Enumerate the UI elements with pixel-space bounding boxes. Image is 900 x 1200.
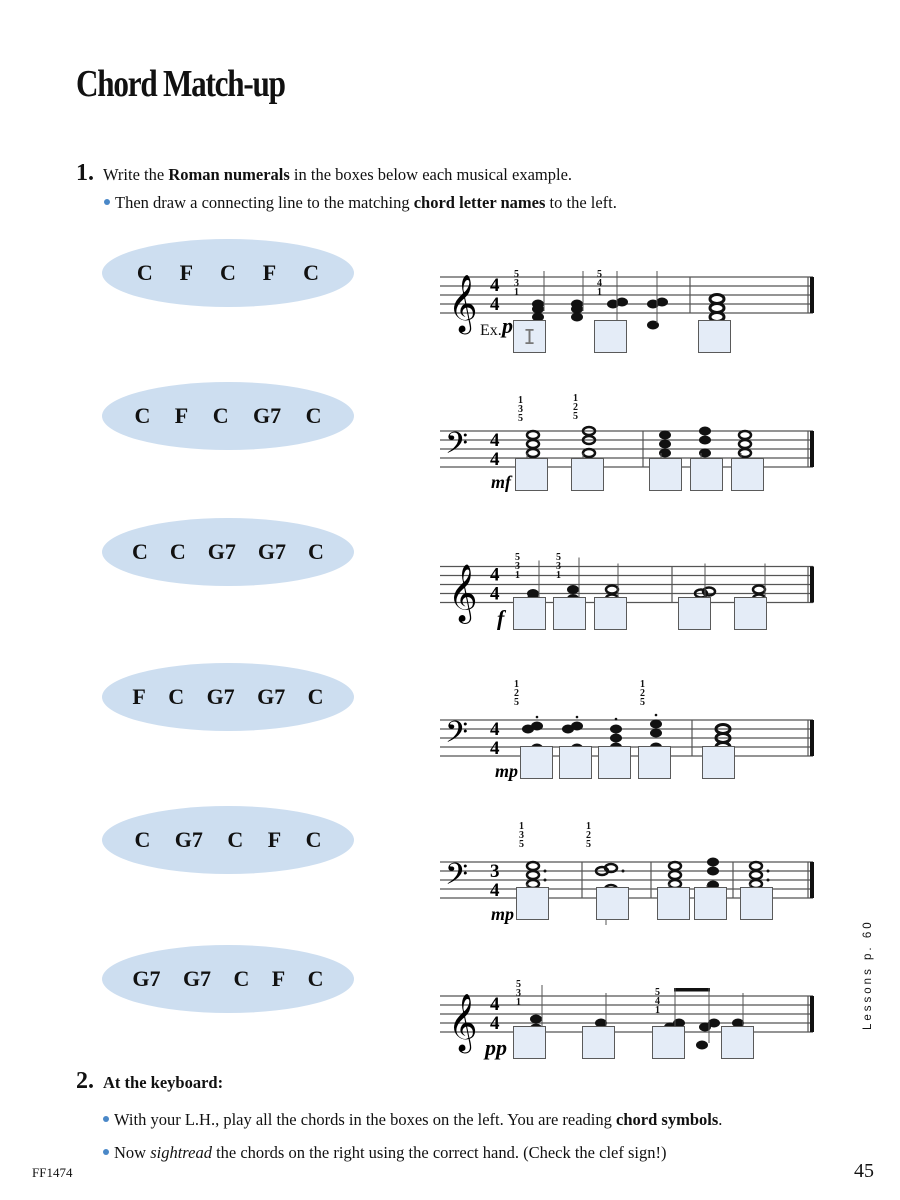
bullet-icon [104,199,110,205]
answer-box[interactable] [516,887,549,920]
chord-name: G7 [257,539,287,564]
chord-name: C [212,403,229,428]
svg-text:4: 4 [490,294,500,315]
answer-box[interactable]: I [513,320,546,353]
answer-box[interactable] [513,597,546,630]
instruction-text: Now [114,1143,151,1162]
instruction-italic: sightread [150,1143,212,1162]
answer-box[interactable] [598,746,631,779]
answer-box[interactable] [513,1026,546,1059]
example-label: Ex. [480,322,502,339]
svg-text:4: 4 [490,275,500,296]
answer-box[interactable] [594,597,627,630]
chord-name: C [307,684,324,709]
treble-clef-icon: 𝄞 [448,993,478,1051]
page-number: 45 [854,1160,874,1182]
answer-box[interactable] [520,746,553,779]
chord-name: G7 [253,403,282,428]
chord-name: C [136,260,153,285]
answer-box[interactable] [731,458,764,491]
bass-clef-icon: 𝄢 [445,858,469,899]
svg-text:4: 4 [490,583,500,605]
chord-name: F [271,966,286,991]
chord-names-oval-1[interactable] [102,239,354,307]
fingering: 5 3 1 [514,269,519,298]
answer-box[interactable] [649,458,682,491]
music-staff-4 [430,670,830,820]
chord-name: G7 [207,539,236,564]
chord-name: F [179,260,194,285]
chord-names-oval-3[interactable] [102,518,354,586]
svg-text:f: f [497,605,505,631]
chord-name: C [307,966,324,991]
music-staff-6 [430,945,830,1095]
chord-name: C [134,403,151,428]
chord-name: C [227,827,244,852]
chord-name: G7 [174,827,203,852]
svg-text:mp: mp [491,904,515,924]
svg-text:4: 4 [490,719,500,740]
instruction-text: the chords on the right using the correct hand. (Check the clef sign!) [211,1143,667,1162]
fingering: 1 2 5 [640,679,645,708]
bullet-icon [103,1149,109,1155]
chord-names-oval-6[interactable] [102,945,354,1013]
music-staff-3 [430,515,830,665]
bass-clef-icon: 𝄢 [445,427,469,468]
instruction-text: With your L.H., play all the chords in the boxes on the left. You are reading [114,1110,617,1129]
instruction-text: . [718,1110,723,1129]
chord-name: F [267,827,282,852]
svg-text:mf: mf [491,472,511,492]
chord-name: F [132,684,146,709]
svg-text:4: 4 [490,738,500,759]
svg-text:4: 4 [490,1013,500,1034]
instruction-bold: chord letter names [413,193,546,212]
svg-text:4: 4 [490,994,500,1015]
chord-name: C [303,260,320,285]
chord-name: C [305,827,322,852]
answer-box[interactable] [594,320,627,353]
answer-box[interactable] [690,458,723,491]
music-staff-1 [430,230,830,380]
question-1-number: 1. [76,160,94,186]
instruction-text: Then draw a connecting line to the matching [115,193,414,212]
answer-box[interactable] [559,746,592,779]
chord-name: C [308,539,324,564]
chord-name: C [233,966,250,991]
chord-name: C [132,539,148,564]
svg-text:4: 4 [490,449,500,470]
answer-box[interactable] [678,597,711,630]
treble-clef-icon: 𝄞 [448,563,478,622]
svg-text:3: 3 [490,861,500,882]
chord-names-oval-4[interactable] [102,663,354,731]
chord-names-oval-5[interactable] [102,806,354,874]
question-1-subinstruction [104,193,617,213]
fingering: 5 4 1 [655,987,660,1016]
fingering: 1 3 5 [518,395,523,424]
answer-box[interactable] [734,597,767,630]
question-2-heading: At the keyboard: [103,1073,224,1092]
chord-name: F [262,260,277,285]
chord-name: G7 [132,966,161,991]
answer-box[interactable] [553,597,586,630]
fingering: 1 2 5 [586,821,591,850]
instruction-bold: Roman numerals [168,165,290,184]
chord-names-oval-2[interactable] [102,382,354,450]
chord-name: C [168,684,185,709]
svg-text:4: 4 [490,880,500,901]
svg-text:4: 4 [490,564,500,586]
chord-name: G7 [206,684,235,709]
answer-box[interactable] [702,746,735,779]
instruction-bold: chord symbols [616,1110,719,1129]
fingering: 5 3 1 [556,552,561,581]
answer-box[interactable] [740,887,773,920]
fingering: 1 2 5 [573,393,578,422]
question-1-instruction [103,165,572,185]
answer-box[interactable] [582,1026,615,1059]
svg-text:mp: mp [495,761,519,781]
chord-name: G7 [182,966,212,991]
answer-box[interactable] [694,887,727,920]
question-2-bullet-1 [103,1110,722,1130]
chord-name: F [174,403,189,428]
fingering: 5 3 1 [515,552,520,581]
music-staff-2 [430,380,830,530]
chord-name: C [220,260,236,285]
page-title: Chord Match-up [76,63,285,105]
answer-box[interactable] [515,458,548,491]
fingering: 5 3 1 [516,979,521,1008]
bullet-icon [103,1116,109,1122]
bass-clef-icon: 𝄢 [445,716,469,757]
svg-text:4: 4 [490,430,500,451]
fingering: 5 4 1 [597,269,602,298]
svg-text:pp: pp [485,1035,507,1060]
chord-name: C [169,539,186,564]
instruction-text: to the left. [545,193,617,212]
treble-clef-icon: 𝄞 [448,274,478,332]
lessons-reference: Lessons p. 60 [862,919,874,1030]
instruction-text: Write the [103,165,169,184]
instruction-text: in the boxes below each musical example. [289,165,573,184]
svg-text:p: p [502,313,513,338]
answer-box[interactable] [596,887,629,920]
footer-code: FF1474 [32,1165,73,1180]
answer-box[interactable] [698,320,731,353]
chord-name: G7 [257,684,286,709]
answer-box[interactable] [721,1026,754,1059]
fingering: 1 2 5 [514,679,519,708]
answer-box[interactable] [652,1026,685,1059]
fingering: 1 3 5 [519,821,524,850]
chord-name: C [305,403,322,428]
question-2-number: 2. [76,1068,94,1094]
chord-name: C [134,827,151,852]
answer-box[interactable] [657,887,690,920]
answer-box[interactable] [638,746,671,779]
question-2-bullet-2 [103,1143,666,1163]
answer-box[interactable] [571,458,604,491]
